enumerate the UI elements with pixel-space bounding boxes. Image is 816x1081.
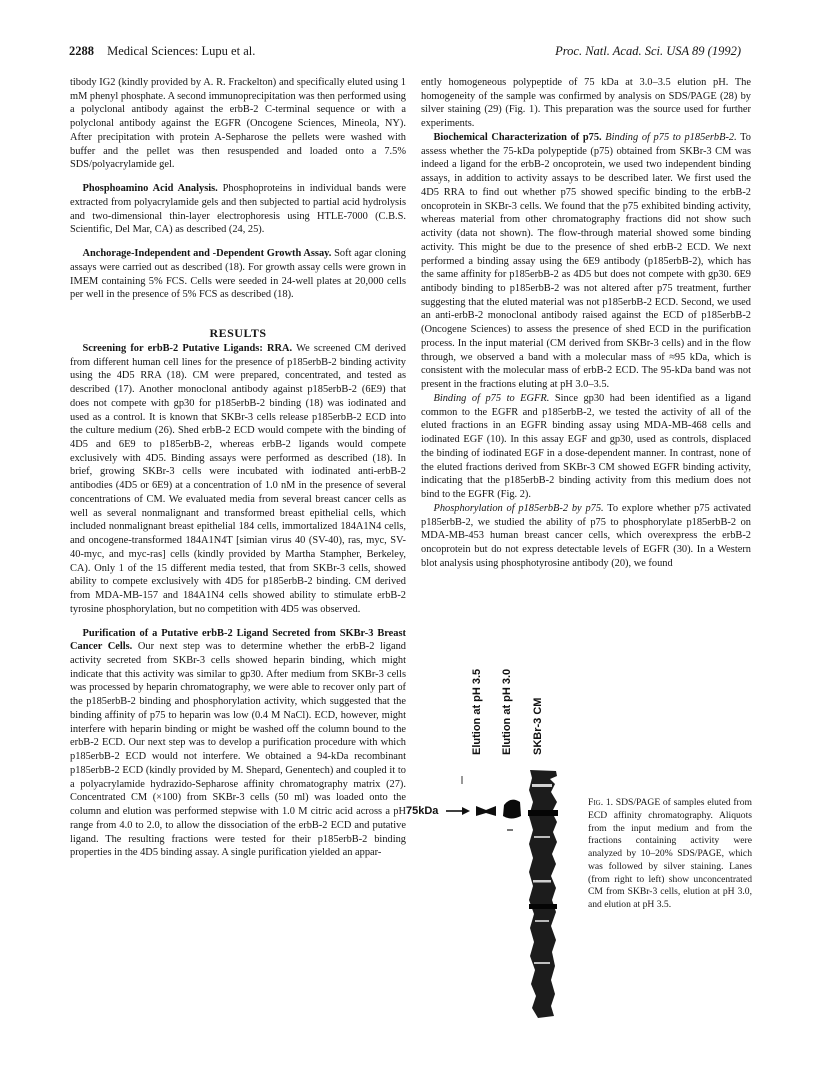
right-column — [421, 76, 751, 570]
header-left — [69, 44, 255, 59]
paragraph-text: Since gp30 had been identified as a ligand common to the EGFR and p185erbB-2, we tested the activity of all of the eluted fractions in an EGFR binding assay using MDA-MB-468 cells and iodinated EGF (10). In this assay EGF and gp30, used as controls, displaced the binding of iodinated EGF in a dose-dependent manner. In contrast, none of the eluted fractions derived from SKBr-3 CM showed EGFR binding activity, indicating that the p185erbB-2 binding activity from this medium does not bind to the EGFR (Fig. 2). — [421, 392, 751, 501]
paragraph-text: Soft agar cloning assays were carried out as described (18). For growth assay cells were grown in IMEM containing 5% FCS. Cells were seeded in 24-well plates at 20,000 cells per well in the presence of 5% FCS as described (18). — [70, 248, 406, 301]
methods-paragraph-phosphoamino — [70, 182, 406, 237]
caption-label: Fig. 1. — [588, 797, 614, 808]
results-heading: RESULTS — [209, 326, 267, 341]
marker-arrow-icon — [446, 807, 470, 815]
journal-citation: Proc. Natl. Acad. Sci. USA 89 (1992) — [555, 44, 741, 58]
methods-paragraph-immunoprecipitation: tibody IG2 (kindly provided by A. R. Frackelton) and specifically eluted using 1 mM phenyl phosphate. A second immunoprecipitation was then performed using a polyclonal antibody against the erbB-2 C-terminal sequence or with a polyclonal antibody against the EGFR (Oncogene Sciences, Mineola, NY). After precipitation with protein A-Sepharose the pellets were washed with buffer and the pellet was then resuspended and loaded onto a 7.5% SDS/polyacrylamide gel. — [70, 77, 406, 171]
marker-label-75kda: 75kDa — [406, 805, 439, 817]
run-in-heading: Phosphoamino Acid Analysis. — [82, 183, 218, 195]
results-paragraph-biochemical — [421, 131, 751, 392]
sub-heading: Binding of p75 to EGFR. — [433, 392, 550, 404]
paragraph-text: We screened CM derived from different human cell lines for the presence of p185erbB-2 binding activity using the 4D5 RRA (18). CM were prepared, concentrated, and tested as described (17). Another monoclonal antibody against p185erbB-2 (6E9) that does not compete with gp30 for p185erbB-2 binding (18) was iodinated and used as a control. It is known that SKBr-3 cells release p185erbB-2 ECD into the culture medium (26). Shed erbB-2 ECD would compete with the binding of 4D5 and 6E9 to p185erbB-2, whereas erbB-2 ligands would compete exclusively with 4D5. Binding assays were performed as described (18). In brief, growing SKBr-3 cells were incubated with iodinated anti-erbB-2 antibodies (4D5 or 6E9) at a concentration of 1.0 nM in the presence of several concentrations of CM. We evaluated media from several breast cancer cells as well as several nonmalignant and transformed breast epithelial cells, which included nonmalignant breast epithelial 184 cells, immortalized 184A1N4 cells, and oncogene-transformed 184A1N4T [simian virus 40 (SV-40), ras, myc, SV-40-myc, and myc-ras] cells (kindly provided by Martha Stampher, Berkeley, CA). Only 1 of the 15 different media tested, that from SKBr-3 cells, showed ability to compete exclusively with 4D5 for p185erbB-2 binding. CM derived from MDA-MB-157 and 184A1N4 cells showed ability to stimulate erbB-2 tyrosine phosphorylation, but no competition with 4D5 was observed. — [70, 342, 406, 615]
paragraph-text: To assess whether the 75-kDa polypeptide (p75) obtained from SKBr-3 CM was indeed a ligand for the erbB-2 oncoprotein, we used two independent binding assays, in addition to activity assays to be described later. We first used the 4D5 RRA to find out whether p75 showed specific binding to the erbB-2 oncoprotein in SKBr-3 cells. We found that the p75 exhibited binding activity, whereas material from other chromatography fractions did not show such activity (data not shown). The flow-through material showed some binding activity. This might be due to the presence of shed erbB-2 ECD. We next performed a binding assay using the 6E9 antibody (p185erbB-2), which has the same affinity for p185erbB-2 as 4D5 but does not compete with gp30. 6E9 antibody binding to p185erbB-2 was not altered after p75 treatment, further suggesting that the eluted material was not p185erbB-2 ECD. Second, we used an anti-erbB-2 monoclonal antibody raised against the ECD of p185erbB-2 (Oncogene Sciences) to assess the presence of shed ECD in the purification process. In the input material (CM derived from SKBr-3 cells) and in the flow through, we observed a band with a molecular mass of ≈95 kDa, which is consistent with the molecular mass of erbB-2 ECD. The 95-kDa band was not present in the fractions eluting at pH 3.0–3.5. — [421, 131, 751, 391]
journal-section: Medical Sciences: Lupu et al. — [107, 44, 256, 58]
results-paragraph-screening — [70, 342, 406, 617]
running-header — [69, 44, 741, 64]
paragraph-text: Our next step was to determine whether the erbB-2 ligand activity secreted from SKBr-3 cells showed heparin binding, which might indicate that this activity was similar to gp30. After medium from SKBr-3 cells was processed by heparin chromatography, we were able to recover only part of the p185erbB-2 binding and phosphorylation activity, which suggested that the binding affinity of p75 to heparin was low (0.4 M NaCl). ECD, however, might interfere with heparin binding or might be washed off the column bound to the erbB-2 ECD. Our next step was to develop a purification procedure with which p185erbB-2 ECD would not interfere. We obtained a 94-kDa recombinant p185erbB-2 ECD (kindly provided by M. Shepard, Genentech) and coupled it to a polyacrylamide hydrazido-Sepharose affinity chromatography matrix (27). Concentrated CM (×100) from SKBr-3 cells (50 ml) was loaded onto the column and elution was performed stepwise with 1.0 M citric acid across a pH range from 4.0 to 2.0, to allow the dissociation of the erbB-2 ECD and putative ligand. The resulting fractions were tested for their p185erbB-2 binding properties in the 4D5 binding assay. A single purification yielded an appar- — [70, 641, 406, 859]
run-in-heading: Anchorage-Independent and -Dependent Growth Assay. — [82, 248, 332, 260]
results-paragraph-homogeneity: ently homogeneous polypeptide of 75 kDa at 3.0–3.5 elution pH. The homogeneity of the sample was confirmed by analysis on SDS/PAGE (28) by silver staining (29) (Fig. 1). This preparation was the source used for further experiments. — [421, 77, 751, 130]
lane-ph30 — [503, 800, 521, 831]
methods-paragraph-growth-assay — [70, 247, 406, 302]
run-in-heading: Screening for erbB-2 Putative Ligands: RRA. — [82, 342, 293, 354]
page-number: 2288 — [69, 44, 94, 58]
sub-heading: Phosphorylation of p185erbB-2 by p75. — [433, 502, 604, 514]
results-paragraph-phosphorylation — [421, 502, 751, 571]
figure-caption — [588, 797, 752, 912]
caption-text: SDS/PAGE of samples eluted from ECD affinity chromatography. Aliquots from the input medium and from the fractions containing activity were analyzed by 10–20% SDS/PAGE, which was followed by silver staining. Lanes (from right to left) show unconcentrated CM from SKBr-3 cells, elution at pH 3.0, and elution at pH 3.5. — [588, 797, 752, 910]
lane-label-ph30: Elution at pH 3.0 — [501, 668, 513, 755]
run-in-heading: Purification of a Putative erbB-2 Ligand Secreted from SKBr-3 Breast Cancer Cells. — [70, 627, 406, 653]
paragraph-text: Phosphoproteins in individual bands were extracted from polyacrylamide gels and then subjected to partial acid hydrolysis and two-dimensional thin-layer electrophoresis using HTLE-7000 (C.B.S. Scientific, Del Mar, CA) as described (24, 25). — [70, 183, 406, 236]
paragraph-text: To explore whether p75 activated p185erbB-2, we studied the ability of p75 to phosphorylate p185erbB-2 on MDA-MB-453 human breast cancer cells, which overexpress the erbB-2 oncoprotein but do not express detectable levels of EGFR (30). In a Western blot analysis using phosphotyrosine antibody (20), we found — [421, 502, 751, 569]
lane-skbr3-cm — [528, 770, 558, 1018]
left-column — [70, 76, 406, 860]
sub-heading: Binding of p75 to p185erbB-2. — [601, 131, 737, 143]
results-paragraph-egfr — [421, 392, 751, 502]
run-in-heading: Biochemical Characterization of p75. — [433, 131, 602, 143]
results-paragraph-purification — [70, 627, 406, 860]
lane-label-ph35: Elution at pH 3.5 — [471, 668, 483, 755]
gel-figure — [406, 650, 610, 1070]
lane-label-skbr3: SKBr-3 CM — [532, 697, 544, 755]
